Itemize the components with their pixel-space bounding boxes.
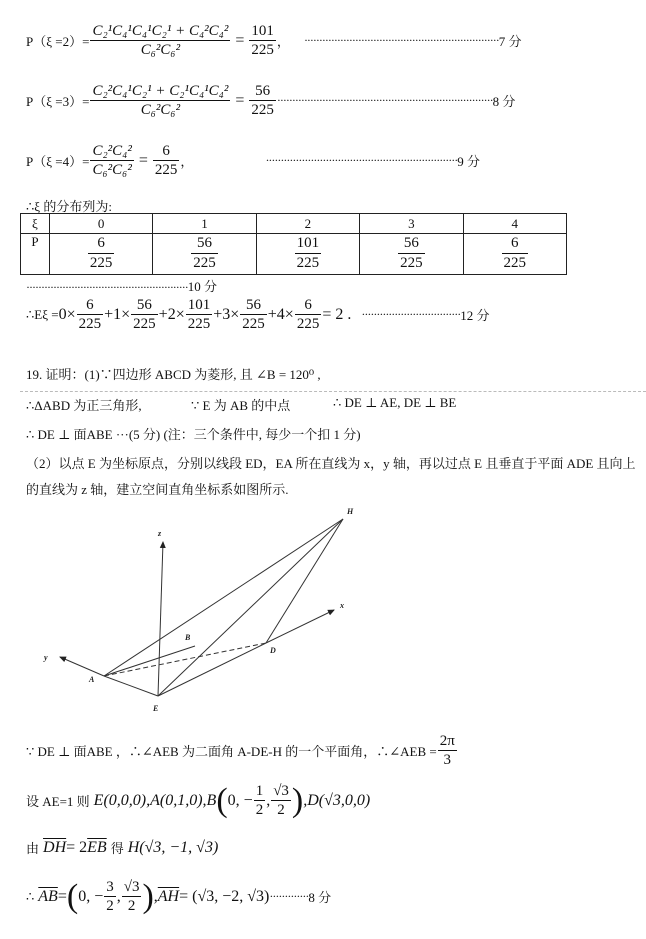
term-numerator: 101 [187, 297, 211, 313]
prob-label: P（ξ =4）= [26, 154, 90, 169]
prob-line-4: P（ξ =4）= $\frac{\text{C₂²C₄²}}{\text{C₆²C₆²}}$ = $\frac{6}{225}$ ， ································································ 9 分 [26, 143, 480, 178]
label-B: B [185, 633, 191, 642]
q19-line3: ∴ DE ⊥ 面ABE ···(5 分) (注：三个条件中, 每少一个扣 1 分) [26, 427, 361, 442]
cell-numerator: 6 [88, 234, 115, 254]
leader-dots: ································· [361, 307, 461, 321]
result-numerator: 101 [251, 23, 274, 39]
q19-line4: （2）以点 E 为坐标原点，分别以线段 ED，EA 所在直线为 x，y 轴，再以过点 E 且垂直于平面 ADE 且向上 [26, 456, 636, 471]
table-cell [256, 234, 359, 275]
ab-z-numerator: √3 [123, 879, 140, 895]
prob-label: P（ξ =3）= [26, 94, 90, 109]
fraction-numerator: C₂¹C₄¹C₄¹C₂¹ + C₄²C₄² [92, 23, 229, 39]
result-denominator: 225 [154, 162, 178, 178]
vector-H-line [26, 838, 218, 857]
cell-denominator: 225 [89, 255, 113, 271]
table-header-cell: 0 [49, 214, 152, 234]
score-label: 8 分 [308, 890, 332, 905]
vector-AB-prefix: 0, − [78, 887, 104, 905]
term-denominator: 225 [187, 316, 211, 332]
cell-numerator: 56 [191, 234, 218, 254]
edge-EH [158, 519, 343, 696]
expectation-line [26, 296, 489, 333]
result-denominator: 225 [251, 102, 274, 118]
term-coefficient: +2× [158, 305, 185, 323]
combination-fraction [90, 142, 133, 179]
table-row [21, 234, 567, 275]
table-header-cell: 3 [360, 214, 463, 234]
distribution-table [20, 213, 567, 275]
term-denominator: 225 [133, 316, 156, 332]
term-coefficient: +3× [213, 305, 240, 323]
b-y-numerator: 1 [255, 783, 264, 799]
cell-denominator: 225 [400, 255, 423, 271]
score-label: 12 分 [460, 308, 490, 323]
score-label: 9 分 [457, 154, 480, 169]
vector-get: 得 [110, 841, 124, 856]
prob-line-3: P（ξ =3）= $\frac{\text{C₂²C₄¹C₂¹ + C₂¹C₄¹C₄²}}{\text{C₆²C₆²}}$ = $\frac{56}{225}$ ········································································ 8 分 [26, 83, 516, 118]
cell-denominator: 225 [193, 255, 216, 271]
term-denominator: 225 [296, 316, 320, 332]
score-label: 8 分 [492, 94, 516, 109]
point-H: H(√3, −1, √3) [127, 838, 219, 856]
label-x: x [340, 601, 344, 610]
label-A: A [89, 675, 95, 684]
combination-fraction [90, 22, 230, 59]
term-denominator: 225 [78, 316, 102, 332]
vector-AH-value: = (√3, −2, √3) [179, 887, 270, 905]
fraction-denominator: C₆²C₆² [140, 42, 181, 58]
point-B-label: B [206, 791, 217, 809]
edge-AB [104, 646, 195, 676]
edge-EA [104, 676, 158, 696]
leader-dots: ································································ [265, 153, 458, 167]
ab-z-denominator: 2 [127, 898, 136, 914]
q19-intro: 19. 证明：(1)∵四边形 ABCD 为菱形, 且 ∠B = 120⁰ , [26, 367, 321, 382]
leader-dots: ······················································ [26, 280, 188, 294]
result-denominator: 225 [251, 42, 274, 58]
coord-prefix: 设 AE=1 则 [26, 794, 90, 809]
divider [20, 391, 646, 392]
cell-denominator: 225 [296, 255, 320, 271]
therefore-symbol: ∴ [26, 888, 35, 904]
table-header-cell: 4 [463, 214, 566, 234]
label-y: y [44, 653, 48, 662]
leader-dots: ········································································ [276, 93, 493, 107]
q19-line2b: ∵ E 为 AB 的中点 [191, 398, 291, 413]
distribution-caption: ∴ξ 的分布列为: [26, 199, 112, 214]
leader-dots: ············· [269, 889, 309, 903]
term-numerator: 6 [77, 296, 104, 315]
table-header-cell: 2 [256, 214, 359, 234]
ab-y-denominator: 2 [106, 898, 114, 914]
distribution-score-line [26, 276, 217, 295]
fraction-numerator: C₂²C₄² [92, 143, 132, 159]
result-numerator: 6 [153, 142, 180, 161]
table-header-cell: 1 [153, 214, 256, 234]
dihedral-line [26, 732, 458, 769]
vector-prefix: 由 [26, 841, 40, 856]
prob-label: P（ξ =2）= [26, 34, 90, 49]
expectation-result: = 2 . [322, 305, 352, 323]
angle-denominator: 3 [443, 752, 451, 768]
edge-ED [158, 643, 266, 696]
point-E: E(0,0,0), [93, 791, 151, 809]
b-z-numerator: √3 [273, 783, 289, 799]
vectors-line: ∴ $\overline{AB}$ = ( 0, − $\frac{3}{2}$ , $\frac{√3}{2}$ ) , $\overline{AH}$ = (√3, −2, √3) ············· 8 分 [26, 877, 332, 915]
q19-line2c: ∴ DE ⊥ AE, DE ⊥ BE [333, 395, 457, 410]
dihedral-text: ∵ DE ⊥ 面ABE ，∴∠AEB 为二面角 A-DE-H 的一个平面角，∴∠AEB = [26, 744, 437, 759]
table-cell [153, 234, 256, 275]
table-row-label: P [21, 234, 50, 275]
label-H: H [347, 507, 354, 516]
result-fraction [249, 82, 276, 119]
term-coefficient: +1× [104, 305, 131, 323]
term-coefficient: +4× [267, 305, 294, 323]
q19-line2a: ∴ΔABD 为正三角形, [26, 398, 142, 413]
vector-AB: $\overline{AB}$ [38, 887, 58, 905]
cell-numerator: 6 [502, 234, 529, 254]
vector-EB: $\overline{EB}$ [87, 838, 107, 856]
label-D: D [270, 646, 276, 655]
result-fraction [249, 22, 276, 59]
vector-DH: $\overline{DH}$ [43, 838, 67, 856]
table-cell [463, 234, 566, 275]
fraction-denominator: C₆²C₆² [92, 162, 132, 178]
term-coefficient: 0× [58, 305, 76, 323]
punctuation: ， [276, 34, 290, 49]
equals-2: = 2 [66, 838, 88, 856]
label-z: z [158, 529, 162, 538]
b-y-denominator: 2 [255, 802, 264, 818]
label-E: E [153, 704, 159, 713]
edge-AH [104, 519, 343, 676]
table-header-cell: ξ [21, 214, 50, 234]
angle-numerator: 2π [439, 733, 455, 749]
vector-AH: $\overline{AH}$ [157, 887, 180, 905]
point-A: A(0,1,0), [150, 791, 207, 809]
fraction-denominator: C₆²C₆² [140, 102, 181, 118]
score-label: 10 分 [187, 279, 218, 294]
expectation-prefix: ∴Eξ = [26, 306, 59, 322]
b-z-denominator: 2 [277, 802, 285, 818]
equals: = [57, 887, 67, 905]
combination-fraction [90, 82, 230, 119]
score-label: 7 分 [498, 34, 522, 49]
cell-numerator: 56 [398, 234, 425, 254]
point-B-prefix: 0, − [227, 791, 253, 809]
ab-y-numerator: 3 [106, 879, 114, 895]
y-axis [60, 657, 104, 676]
prob-line-2: P（ξ =2）= $\frac{\text{C₂¹C₄¹C₄¹C₂¹ + C₄²C₄²}}{\text{C₆²C₆²}}$ = $\frac{101}{225}$ ， ································································· 7 分 [26, 23, 522, 58]
coordinate-figure [20, 490, 380, 720]
term-denominator: 225 [242, 316, 265, 332]
cell-numerator: 101 [295, 234, 322, 254]
result-fraction [153, 142, 180, 179]
q19-line5: 的直线为 z 轴，建立空间直角坐标系如图所示. [26, 482, 289, 497]
point-D: ,D(√3,0,0) [303, 791, 371, 809]
term-numerator: 56 [240, 296, 267, 315]
coordinates-line: 设 AE=1 则 E(0,0,0), A(0,1,0), B ( 0, − $\frac{1}{2}$ , $\frac{√3}{2}$ ) ,D(√3,0,0) [26, 781, 371, 819]
term-numerator: 56 [131, 296, 158, 315]
table-cell [360, 234, 463, 275]
z-axis [158, 542, 163, 696]
result-numerator: 56 [249, 82, 276, 101]
term-numerator: 6 [295, 296, 322, 315]
leader-dots: ································································· [303, 33, 499, 47]
punctuation: ， [180, 154, 194, 169]
cell-denominator: 225 [503, 255, 527, 271]
table-header-row [21, 214, 567, 234]
table-cell [49, 234, 152, 275]
fraction-numerator: C₂²C₄¹C₂¹ + C₂¹C₄¹C₄² [92, 83, 229, 99]
